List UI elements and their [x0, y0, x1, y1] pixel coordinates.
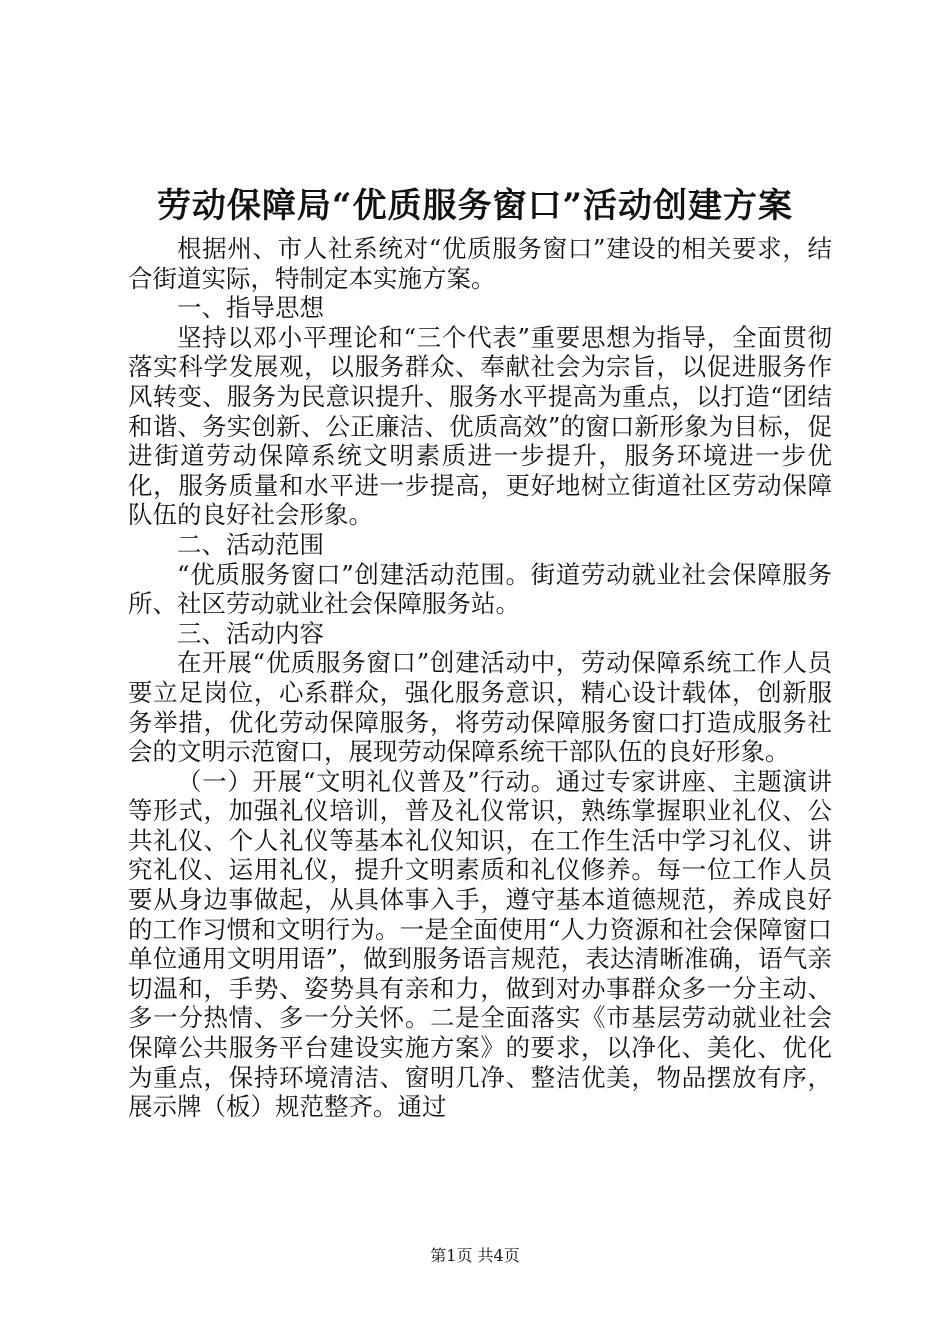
section-heading-activity-content: 三、活动内容	[177, 618, 324, 648]
guiding-ideology-paragraph: 坚持以邓小平理论和“三个代表”重要思想为指导，全面贯彻落实科学发展观，以服务群众、奉献社会为宗旨，以促进服务作风转变、服务为民意识提升、服务水平提高为重点，以打造“团结和谐、务实创新、公正廉洁、优质高效”的窗口新形象为目标，促进街道劳动保障系统文明素质进一步提升，服务环境进一步优化，服务质量和水平进一步提高，更好地树立街道社区劳动保障队伍的良好社会形象。	[128, 322, 832, 530]
intro-paragraph: 根据州、市人社系统对“优质服务窗口”建设的相关要求，结合街道实际，特制定本实施方案。	[128, 234, 832, 293]
activity-scope-paragraph: “优质服务窗口”创建活动范围。街道劳动就业社会保障服务所、社区劳动就业社会保障服务站。	[128, 559, 832, 619]
activity-content-paragraph: 在开展“优质服务窗口”创建活动中，劳动保障系统工作人员要立足岗位，心系群众，强化服务意识，精心设计载体，创新服务举措，优化劳动保障服务，将劳动保障服务窗口打造成服务社会的文明示范窗口，展现劳动保障系统干部队伍的良好形象。	[128, 648, 832, 767]
etiquette-action-paragraph: （一）开展“文明礼仪普及”行动。通过专家讲座、主题演讲等形式，加强礼仪培训，普及礼仪常识，熟练掌握职业礼仪、公共礼仪、个人礼仪等基本礼仪知识，在工作生活中学习礼仪、讲究礼仪、运用礼仪，提升文明素质和礼仪修养。每一位工作人员要从身边事做起，从具体事入手，遵守基本道德规范，养成良好的工作习惯和文明行为。一是全面使用“人力资源和社会保障窗口单位通用文明用语”，做到服务语言规范，表达清晰准确，语气亲切温和，手势、姿势具有亲和力，做到对办事群众多一分主动、多一分热情、多一分关怀。二是全面落实《市基层劳动就业社会保障公共服务平台建设实施方案》的要求，以净化、美化、优化为重点，保持环境清洁、窗明几净、整洁优美，物品摆放有序，展示牌（板）规范整齐。通过	[128, 766, 832, 1122]
document-body	[128, 234, 832, 1122]
document-title: 劳动保障局“优质服务窗口”活动创建方案	[156, 186, 794, 226]
section-heading-activity-scope: 二、活动范围	[177, 529, 324, 559]
section-heading-guiding-ideology: 一、指导思想	[177, 293, 324, 323]
page-footer: 第1页 共4页	[430, 1246, 520, 1265]
